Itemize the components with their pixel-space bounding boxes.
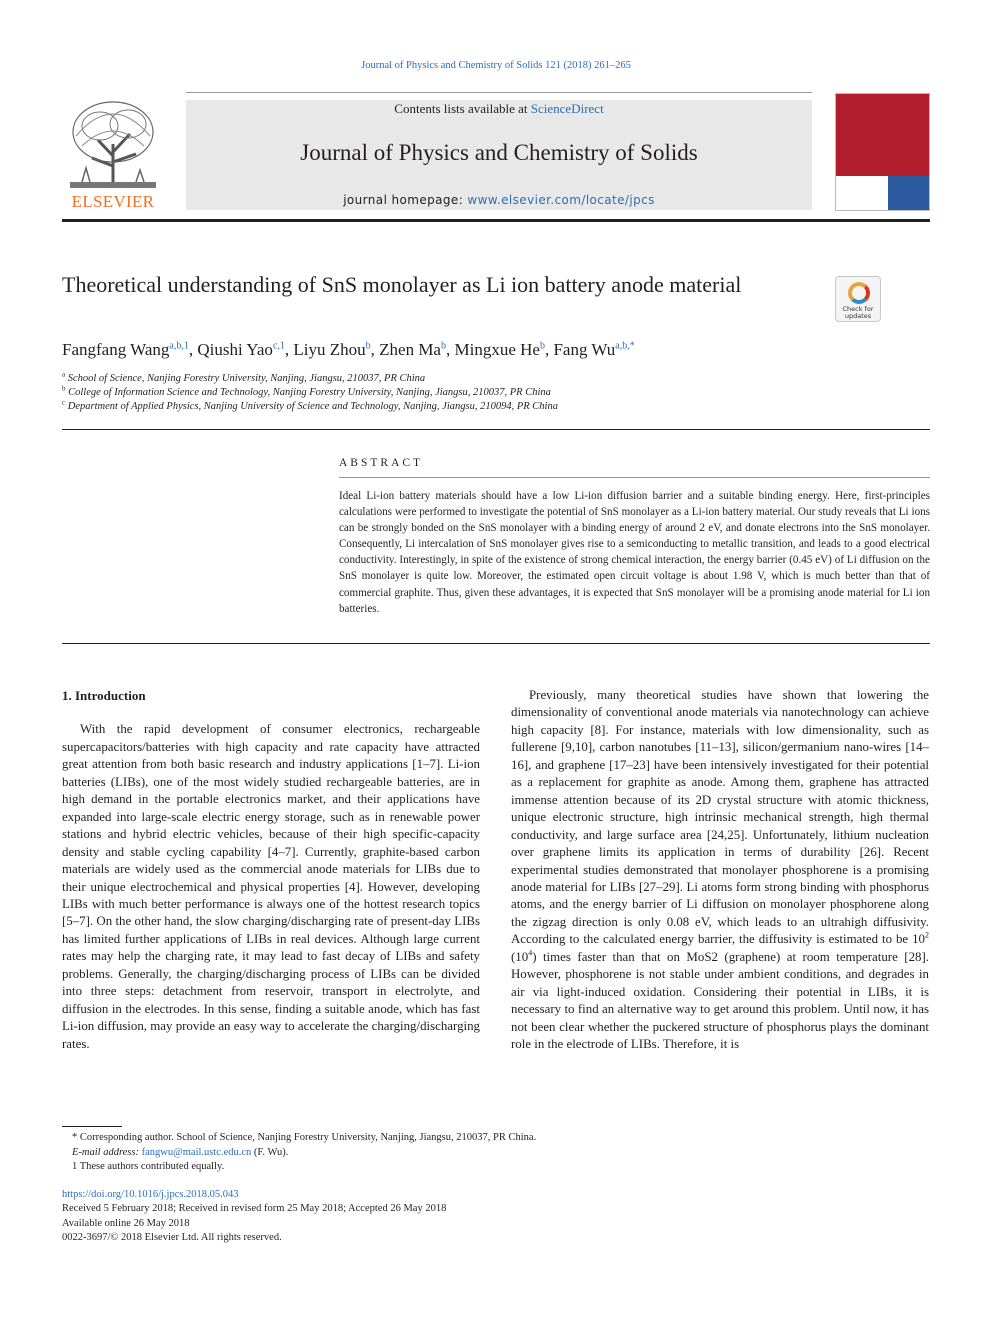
author-affil-mark[interactable]: a,b,* [615, 340, 635, 352]
abstract-body: Ideal Li-ion battery materials should have a low Li-ion diffusion barrier and a suitable binding energy. Here, first-principles calculations were performed to investigate the potential of SnS monolayer as a Li-ion battery material. Our study reveals that Li ions can be strongly bonded on the SnS monolayer with a binding energy of around 2 eV, and donate electrons into the SnS monolayer. Consequently, Li intercalation of SnS monolayer gives rise to a semiconducting to metallic transition, and leads to a good electrical conductivity. Interestingly, in spite of the existence of strong chemical interaction, the energy barrier (0.45 eV) of Li diffusion on the SnS monolayer is quite low. Moreover, the estimated open circuit voltage is about 1.98 V, which is much better than that of commercial graphite. Thus, given these advantages, it is expected that SnS monolayer will be a promising anode material for Li ion batteries. [339, 490, 930, 615]
copyright-line: 0022-3697/© 2018 Elsevier Ltd. All rights reserved. [62, 1232, 282, 1244]
abstract-divider [62, 643, 930, 644]
footnotes [62, 1131, 762, 1175]
online-date: Available online 26 May 2018 [62, 1217, 190, 1229]
abstract-heading: ABSTRACT [339, 457, 424, 469]
author-name[interactable]: Zhen Ma [379, 340, 441, 359]
homepage-line: journal homepage: www.elsevier.com/locate/jpcs [343, 193, 655, 207]
banner-top-rule [186, 92, 812, 93]
equal-contribution-note: 1 These authors contributed equally. [72, 1161, 225, 1173]
journal-cover-thumbnail[interactable] [835, 93, 930, 211]
abstract-rule [339, 477, 930, 478]
journal-citation-link[interactable]: Journal of Physics and Chemistry of Solids 121 (2018) 261–265 [361, 60, 631, 71]
affiliation-a: $^a$ School of Science, Nanjing Forestry University, Nanjing, Jiangsu, 210037, PR China [62, 370, 426, 384]
body-column-left [62, 687, 480, 1053]
sciencedirect-link[interactable]: ScienceDirect [530, 101, 604, 116]
author-name[interactable]: Fang Wu [553, 340, 616, 359]
publication-info [62, 1188, 762, 1246]
affiliations-divider [62, 429, 930, 430]
corresponding-author-note: * Corresponding author. School of Science, Nanjing Forestry University, Nanjing, Jiangsu, 210037, PR China. [72, 1132, 537, 1143]
header-divider [62, 219, 930, 222]
elsevier-wordmark: ELSEVIER [71, 192, 155, 211]
check-for-updates-badge[interactable] [835, 276, 881, 322]
author-affil-mark[interactable]: c,1 [272, 340, 285, 352]
section-heading-introduction: 1. Introduction [62, 688, 146, 703]
journal-title: Journal of Physics and Chemistry of Solids [300, 140, 698, 165]
doi-link[interactable]: https://doi.org/10.1016/j.jpcs.2018.05.043 [62, 1189, 239, 1200]
author-list: Fangfang Wang$^{a,b,1}$, Qiushi Yao$^{c,1}$, Liyu Zhou$^b$, Zhen Ma$^b$, Mingxue He$^b$, Fang $Wu^{a,b,*}$ [62, 340, 635, 359]
contents-line: Contents lists available at ScienceDirect [394, 101, 604, 116]
author-affil-mark[interactable]: b [365, 340, 371, 352]
author-name[interactable]: Qiushi Yao [197, 340, 273, 359]
author-name[interactable]: Liyu Zhou [293, 340, 366, 359]
author-name[interactable]: Fangfang Wang [62, 340, 170, 359]
received-dates: Received 5 February 2018; Received in revised form 25 May 2018; Accepted 26 May 2018 [62, 1203, 447, 1215]
cover-image-bottom-right [888, 176, 929, 210]
check-for-updates-label: Check for updates [842, 305, 874, 320]
crossmark-icon [848, 282, 870, 304]
article-title: Theoretical understanding of SnS monolayer as Li ion battery anode material [62, 272, 742, 297]
body-column-right [511, 687, 929, 1054]
cover-image-top [836, 94, 929, 176]
affiliation-c: $^c$ Department of Applied Physics, Nanjing University of Science and Technology, Nanjing, Jiangsu, 210094, PR China [62, 398, 558, 412]
author-affil-mark[interactable]: a,b,1 [169, 340, 189, 352]
cover-image-bottom-left [836, 176, 888, 210]
body-paragraph: Previously, many theoretical studies have shown that lowering the dimensionality of conventional anode materials via nanotechnology can achieve high capacity [8]. For instance, materials with low dimensionality, such as fullerene [9,10], carbon nanotubes [11–13], silicon/germanium nano-wires [14–16], and graphene [17–23] have been intensively investigated for their potential as a replacement for graphite as anode. Among them, graphene has attracted immense attention because of its 2D crystal structure with atomic thickness, unique electronic structure, high intrinsic mechanical strength, high thermal conductivity, and large surface area [24,25]. Unfortunately, lithium nucleation over graphene limits its application in terms of durability [26]. Recent experimental studies demonstrated that monolayer phosphorene is a promising anode material for LIBs [27–29]. Li atoms form strong binding with phosphorus atoms, and the energy barrier of Li diffusion on monolayer phosphorene along the zigzag direction is only 0.08 eV, which leads to an ultrahigh diffusivity. According to the calculated energy barrier, the diffusivity is estimated to be $10^2$ $(10^4)$ times faster than that on MoS2 (graphene) at room temperature [28]. However, phosphorene is not stable under ambient conditions, and degrades in air via light-induced oxidation. Considering their potential in LIBs, it is necessary to find an alternative way to get around this problem. Until now, it has not been clear whether the puckered structure of phosphorus plays the dominant role in the electrode of LIBs. Therefore, it is [511, 688, 929, 1052]
author-affil-mark[interactable]: b [539, 340, 545, 352]
affiliation-b: $^b$ College of Information Science and Technology, Nanjing Forestry University, Nanjing, Jiangsu, 210037, PR China [62, 384, 551, 398]
author-affil-mark[interactable]: b [440, 340, 446, 352]
body-paragraph: With the rapid development of consumer electronics, rechargeable supercapacitors/batteries with high capacity and rate capacity have attracted great attention from both basic research and industry applications [1–7]. Li-ion batteries (LIBs), one of the most widely studied rechargeable batteries, are in high demand in the portable electronics market, and their applications have expanded into large-scale electric energy storage, such as in renewable power stations and hybrid electric vehicles, because of their high specific-capacity density and stable cycling capability [4–7]. Currently, graphite-based carbon materials are widely used as the commercial anode materials for LIBs due to their unique electrochemical and physical properties [4]. However, developing LIBs with much better performance is always one of the hottest research topics [5–7]. On the other hand, the slow charging/discharging rate of present-day LIBs has limited further applications of LIBs in real devices. Although large current rates may help the charging rate, it may lead to fast decay of LIBs and safety problems. Generally, the charging/discharging process of LIBs can be divided into three steps: detachment from reservoir, transport in electrolyte, and diffusion in the electrodes. In this sense, finding a suitable anode, which has fast Li-ion diffusion, may provide an easy way to accelerate the charging/discharging rates. [62, 722, 480, 1051]
author-name[interactable]: Mingxue He [454, 340, 540, 359]
email-note: E-mail address: fangwu@mail.ustc.edu.cn (F. Wu). [72, 1146, 289, 1158]
footnote-rule [62, 1126, 122, 1127]
homepage-link[interactable]: www.elsevier.com/locate/jpcs [467, 193, 655, 207]
email-link[interactable]: fangwu@mail.ustc.edu.cn [141, 1146, 252, 1158]
